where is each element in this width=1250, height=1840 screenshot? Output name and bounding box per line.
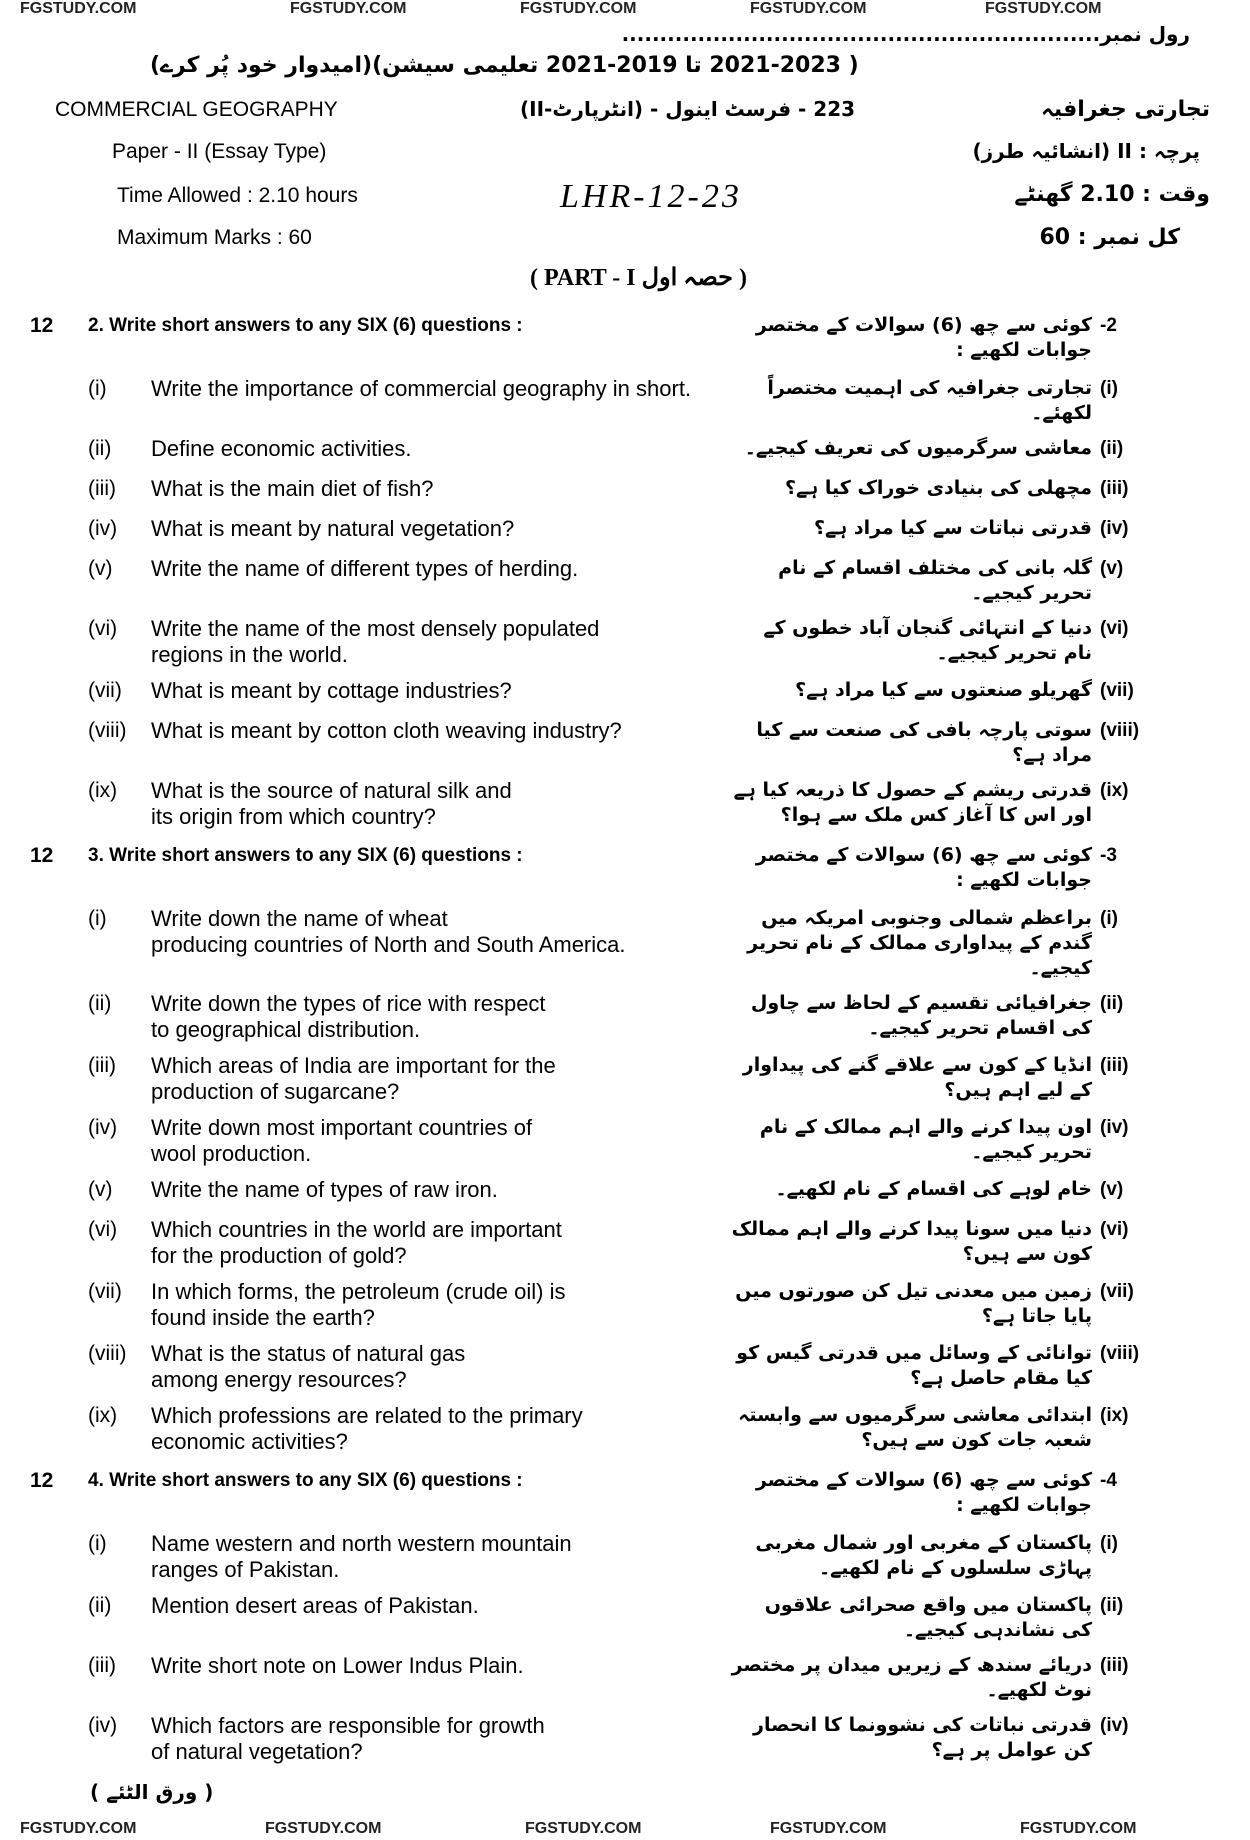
question-item <box>0 1398 1250 1460</box>
paper-type-english: Paper - II (Essay Type) <box>112 140 327 163</box>
question-number: (ix) <box>88 779 118 802</box>
question-number-urdu: (v) <box>1100 1179 1124 1200</box>
question-text-urdu: دنیا میں سونا پیدا کرنے والے اہم ممالک کون سے ہیں؟ <box>731 1218 1092 1265</box>
question-text-urdu: تجارتی جغرافیہ کی اہمیت مختصراً لکھئے۔ <box>767 377 1092 424</box>
question-heading: 2. Write short answers to any SIX (6) questions : <box>88 315 523 336</box>
question-text: In which forms, the petroleum (crude oil) is found inside the earth? <box>151 1279 566 1330</box>
time-allowed-english: Time Allowed : 2.10 hours <box>117 184 358 207</box>
question-item <box>0 511 1250 551</box>
question-number-urdu: (ix) <box>1100 1405 1129 1426</box>
question-number-urdu: (viii) <box>1100 720 1140 741</box>
question-item <box>0 1336 1250 1398</box>
question-item <box>0 431 1250 471</box>
question-number: (ii) <box>88 1594 112 1617</box>
question-text-urdu: اون پیدا کرنے والے اہم ممالک کے نام تحریر کیجیے۔ <box>759 1116 1092 1163</box>
question-number: (v) <box>88 1178 113 1201</box>
question-text: Which areas of India are important for the production of sugarcane? <box>151 1053 556 1104</box>
question-text-urdu: براعظم شمالی وجنوبی امریکہ میں گندم کے پیداواری ممالک کے نام تحریر کیجیے۔ <box>747 907 1092 979</box>
question-number-urdu: (v) <box>1100 558 1124 579</box>
question-number: (ii) <box>88 437 112 460</box>
question-item <box>0 611 1250 673</box>
question-number-urdu: (ii) <box>1100 438 1124 459</box>
question-heading-urdu: کوئی سے چھ (6) سوالات کے مختصر جوابات لکھیے : <box>755 314 1092 361</box>
question-text-urdu: توانائی کے وسائل میں قدرتی گیس کو کیا مقام حاصل ہے؟ <box>736 1342 1092 1389</box>
question-text: Write the importance of commercial geography in short. <box>151 376 692 401</box>
question-text: Write down most important countries of wool production. <box>151 1115 533 1166</box>
question-item <box>0 1274 1250 1336</box>
question-number: (iii) <box>88 1054 116 1077</box>
question-text-urdu: جغرافیائی تقسیم کے لحاظ سے چاول کی اقسام تحریر کیجیے۔ <box>750 992 1092 1039</box>
question-marks: 12 <box>30 314 54 337</box>
question-number-urdu: (iii) <box>1100 478 1129 499</box>
question-text-urdu: قدرتی نباتات سے کیا مراد ہے؟ <box>813 517 1092 539</box>
subject-english: COMMERCIAL GEOGRAPHY <box>55 98 338 121</box>
question-number: (i) <box>88 377 107 400</box>
question-number-urdu: (iv) <box>1100 1715 1129 1736</box>
question-item <box>0 1110 1250 1172</box>
exam-title-urdu: 223 - فرسٹ اینول - (انٹرپارٹ-II) <box>520 97 856 121</box>
question-marks: 12 <box>30 844 54 867</box>
question-text: Define economic activities. <box>151 436 412 461</box>
question-text: Write down the types of rice with respect to geographical distribution. <box>151 991 546 1042</box>
question-number-urdu: (iii) <box>1100 1055 1129 1076</box>
session-line: ( 2021-2023 تا 2019-2021 تعلیمی سیشن)(امیدوار خود پُر کرے) <box>150 53 859 78</box>
question-heading: 3. Write short answers to any SIX (6) questions : <box>88 845 523 866</box>
question-number-urdu: (ix) <box>1100 780 1129 801</box>
question-number-urdu: (iv) <box>1100 518 1129 539</box>
question-text: Mention desert areas of Pakistan. <box>151 1593 479 1618</box>
question-number: (i) <box>88 907 107 930</box>
question-number-urdu: (vii) <box>1100 680 1134 701</box>
question-item <box>0 1048 1250 1110</box>
question-number-urdu: (ii) <box>1100 993 1124 1014</box>
question-number: (v) <box>88 557 113 580</box>
question-number: (iii) <box>88 1654 116 1677</box>
question-text: Write the name of types of raw iron. <box>151 1177 498 1202</box>
question-number-urdu: (vi) <box>1100 1219 1129 1240</box>
watermark: FGSTUDY.COM <box>750 0 867 17</box>
question-text-urdu: قدرتی نباتات کی نشوونما کا انحصار کن عوامل پر ہے؟ <box>753 1714 1092 1761</box>
question-number: (vi) <box>88 1218 118 1241</box>
question-number: (vii) <box>88 679 122 702</box>
question-text-urdu: انڈیا کے کون سے علاقے گنے کی پیداوار کے لیے اہم ہیں؟ <box>742 1054 1092 1101</box>
question-number: (ii) <box>88 992 112 1015</box>
question-item <box>0 1648 1250 1708</box>
question-text-urdu: دریائے سندھ کے زیریں میدان پر مختصر نوٹ لکھیے۔ <box>731 1654 1092 1701</box>
question-text-urdu: معاشی سرگرمیوں کی تعریف کیجیے۔ <box>744 437 1092 459</box>
handwritten-paper-code: LHR-12-23 <box>560 178 742 215</box>
question-number-urdu: -3 <box>1100 845 1117 866</box>
question-text-urdu: ابتدائی معاشی سرگرمیوں سے وابستہ شعبہ جات کون سے ہیں؟ <box>738 1404 1092 1451</box>
question-text-urdu: قدرتی ریشم کے حصول کا ذریعہ کیا ہے اور اس کا آغاز کس ملک سے ہوا؟ <box>733 779 1092 826</box>
question-text: Which factors are responsible for growth of natural vegetation? <box>151 1713 545 1764</box>
question-item <box>0 1212 1250 1274</box>
question-text: Write the name of the most densely populated regions in the world. <box>151 616 600 667</box>
question-item <box>0 986 1250 1048</box>
question-number-urdu: (vi) <box>1100 618 1129 639</box>
subject-urdu: تجارتی جغرافیہ <box>1041 97 1210 122</box>
questions-area <box>0 305 1250 1805</box>
question-section <box>0 835 1250 1460</box>
question-item <box>0 471 1250 511</box>
roll-number-field: رول نمبر............................................................... <box>621 22 1190 46</box>
question-text-urdu: پاکستان کے مغربی اور شمال مغربی پہاڑی سلسلوں کے نام لکھیے۔ <box>755 1532 1092 1579</box>
question-text-urdu: خام لوہے کی اقسام کے نام لکھیے۔ <box>775 1178 1092 1200</box>
question-number-urdu: (viii) <box>1100 1343 1140 1364</box>
question-text: What is the source of natural silk and its origin from which country? <box>151 778 512 829</box>
question-section <box>0 1460 1250 1770</box>
question-text-urdu: گلہ بانی کی مختلف اقسام کے نام تحریر کیجیے۔ <box>778 557 1092 604</box>
question-text: Which professions are related to the primary economic activities? <box>151 1403 583 1454</box>
question-text: What is the main diet of fish? <box>151 476 434 501</box>
question-heading-urdu: کوئی سے چھ (6) سوالات کے مختصر جوابات لکھیے : <box>755 844 1092 891</box>
watermark: FGSTUDY.COM <box>20 0 137 17</box>
question-number: (ix) <box>88 1404 118 1427</box>
time-allowed-urdu: وقت : 2.10 گھنٹے <box>1014 182 1210 207</box>
question-number: (iv) <box>88 517 118 540</box>
question-text-urdu: گھریلو صنعتوں سے کیا مراد ہے؟ <box>795 679 1092 701</box>
question-marks: 12 <box>30 1469 54 1492</box>
question-heading-urdu: کوئی سے چھ (6) سوالات کے مختصر جوابات لکھیے : <box>755 1469 1092 1516</box>
question-item <box>0 1708 1250 1770</box>
question-item <box>0 713 1250 773</box>
question-number: (vii) <box>88 1280 122 1303</box>
watermark: FGSTUDY.COM <box>770 1820 887 1837</box>
question-text: Write the name of different types of herding. <box>151 556 579 581</box>
question-number: (iv) <box>88 1116 118 1139</box>
question-heading-row <box>0 835 1250 901</box>
question-number: (iv) <box>88 1714 118 1737</box>
question-heading: 4. Write short answers to any SIX (6) questions : <box>88 1470 523 1491</box>
footer-row <box>0 1770 1250 1805</box>
question-number: (iii) <box>88 477 116 500</box>
maximum-marks-urdu: کل نمبر : 60 <box>1039 225 1180 250</box>
question-text-urdu: پاکستان میں واقع صحرائی علاقوں کی نشاندہی کیجیے۔ <box>764 1594 1092 1641</box>
part-label: ( PART - I حصہ اول ) <box>530 265 748 291</box>
question-item <box>0 1526 1250 1588</box>
question-text: What is meant by natural vegetation? <box>151 516 515 541</box>
maximum-marks-english: Maximum Marks : 60 <box>117 226 312 249</box>
question-text: Name western and north western mountain ranges of Pakistan. <box>151 1531 572 1582</box>
question-text-urdu: دنیا کے انتہائی گنجان آباد خطوں کے نام تحریر کیجیے۔ <box>763 617 1092 664</box>
question-item <box>0 1588 1250 1648</box>
question-number: (viii) <box>88 719 127 742</box>
question-number-urdu: -4 <box>1100 1470 1117 1491</box>
question-item <box>0 901 1250 986</box>
question-text: Which countries in the world are important for the production of gold? <box>151 1217 562 1268</box>
question-text-urdu: مچھلی کی بنیادی خوراک کیا ہے؟ <box>784 477 1092 499</box>
turn-over-note: ( ورق الٹئے ) <box>90 1780 214 1804</box>
question-number-urdu: -2 <box>1100 315 1117 336</box>
watermark: FGSTUDY.COM <box>525 1820 642 1837</box>
paper-type-urdu: پرچہ : II (انشائیہ طرز) <box>972 139 1200 163</box>
question-number-urdu: (i) <box>1100 908 1118 929</box>
question-number-urdu: (ii) <box>1100 1595 1124 1616</box>
watermark: FGSTUDY.COM <box>290 0 407 17</box>
watermark: FGSTUDY.COM <box>520 0 637 17</box>
question-number-urdu: (i) <box>1100 1533 1118 1554</box>
question-item <box>0 551 1250 611</box>
question-heading-row <box>0 1460 1250 1526</box>
watermark: FGSTUDY.COM <box>265 1820 382 1837</box>
question-number: (vi) <box>88 617 118 640</box>
question-number-urdu: (iii) <box>1100 1655 1129 1676</box>
question-text-urdu: سوتی پارچہ بافی کی صنعت سے کیا مراد ہے؟ <box>756 719 1092 766</box>
question-text: What is the status of natural gas among energy resources? <box>151 1341 466 1392</box>
question-text: Write down the name of wheat producing countries of North and South America. <box>151 906 626 957</box>
question-number-urdu: (iv) <box>1100 1117 1129 1138</box>
watermark: FGSTUDY.COM <box>20 1820 137 1837</box>
question-text: What is meant by cotton cloth weaving industry? <box>151 718 622 743</box>
question-item <box>0 773 1250 835</box>
question-text: What is meant by cottage industries? <box>151 678 512 703</box>
question-number-urdu: (i) <box>1100 378 1118 399</box>
question-item <box>0 371 1250 431</box>
question-number: (viii) <box>88 1342 127 1365</box>
watermark: FGSTUDY.COM <box>985 0 1102 17</box>
question-number: (i) <box>88 1532 107 1555</box>
question-text-urdu: زمین میں معدنی تیل کن صورتوں میں پایا جاتا ہے؟ <box>735 1280 1092 1327</box>
question-number-urdu: (vii) <box>1100 1281 1134 1302</box>
watermark: FGSTUDY.COM <box>1020 1820 1137 1837</box>
question-section <box>0 305 1250 835</box>
question-item <box>0 1172 1250 1212</box>
question-text: Write short note on Lower Indus Plain. <box>151 1653 524 1678</box>
question-heading-row <box>0 305 1250 371</box>
question-item <box>0 673 1250 713</box>
